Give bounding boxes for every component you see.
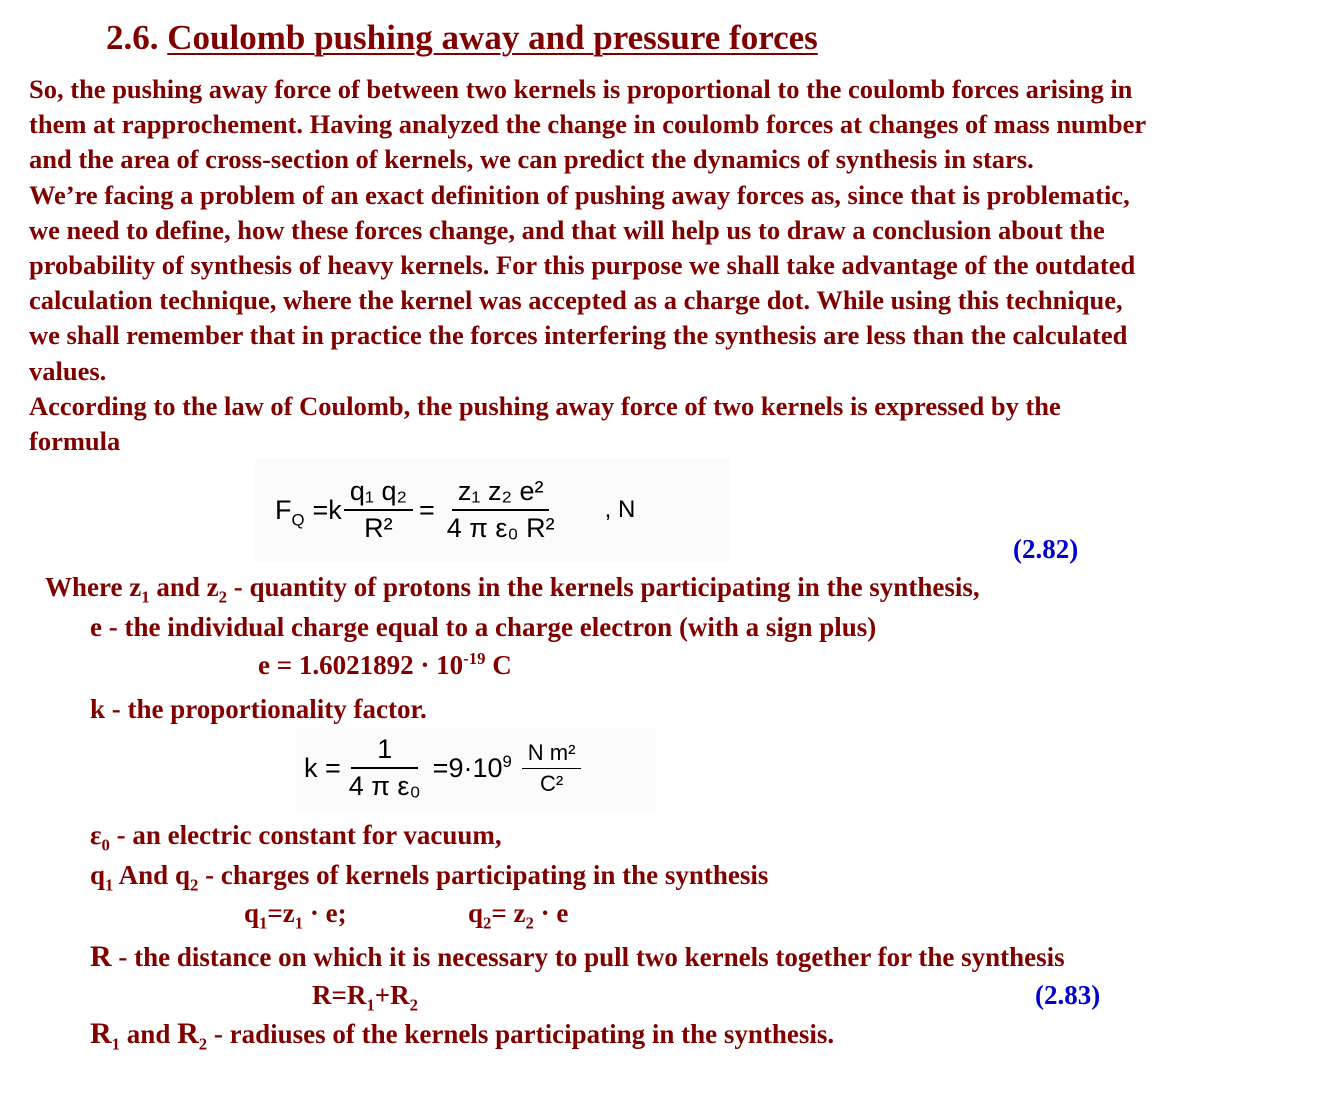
k-formula-fraction: $\frac{1}{\text{4 π ε₀}}$ [348,734,421,801]
section-title [106,18,818,58]
paragraph-line: So, the pushing away force of between two kernels is proportional to the coulomb forces arising in [29,74,1133,104]
def-q: $q_1$ And $q_2$ - charges of kernels participating in the synthesis [90,860,769,895]
formula-eq-k: =k [312,494,342,525]
paragraph-line: According to the law of Coulomb, the pushing away force of two kernels is expressed by the [29,390,1061,421]
equation-number-2-83: (2.83) [1035,980,1101,1010]
k-formula-value: $=9\cdot 10^9$ [432,751,512,783]
paragraph-line: and the area of cross-section of kernels, we can predict the dynamics of synthesis in stars. [29,144,1034,175]
k-formula-lhs: k = [304,752,341,783]
def-k: k - the proportionality factor. [90,694,427,724]
paragraph-line: We’re facing a problem of an exact definition of pushing away forces as, since that is problematic, [29,179,1130,210]
section-heading: Coulomb pushing away and pressure forces [167,18,818,57]
e-value: $e = 1.6021892 \cdot 10^{-19}$ C [258,649,512,680]
paragraph-line: values. [29,355,107,386]
k-formula-unit: $\frac{\text{N m²}}{\text{C²}}$ [522,740,582,797]
r-equation: $R=R_1+R_2$ [312,980,419,1015]
paragraph-line: them at rapprochement. Having analyzed the change in coulomb forces at changes of mass number [29,109,1147,140]
formula-fraction-1: $\frac{\text{q₁ q₂}}{\text{R²}}$ [344,476,413,544]
formula-unit: , N [604,496,636,523]
paragraph-line: probability of synthesis of heavy kernels. For this purpose we shall take advantage of the outdated [29,250,1136,281]
coulomb-formula [255,458,730,562]
def-e: e - the individual charge equal to a charge electron (with a sign plus) [90,612,877,642]
body-text [29,72,1329,459]
def-r1-r2: $R_1$ and $R_2$ - radiuses of the kernels participating in the synthesis. [90,1017,835,1054]
def-epsilon: $\varepsilon_0$ - an electric constant for vacuum, [90,820,502,855]
k-formula [296,728,656,812]
paragraph-line: we shall remember that in practice the forces interfering the synthesis are less than the calculated [29,320,1128,351]
q2-equation: $q_2= z_2 \cdot e$ [468,898,569,933]
def-z: Where $z_1$ and $z_2$ - quantity of protons in the kernels participating in the synthesis, [45,572,980,607]
paragraph-line: formula [29,426,121,457]
formula-eq: = [418,494,435,525]
formula-fraction-2: $\frac{\text{z₁ z₂ e²}}{\text{4 π ε₀ R²}}$ [446,476,555,543]
paragraph-line: calculation technique, where the kernel was accepted as a charge dot. While using this technique, [29,285,1123,316]
q1-equation: $q_1=z_1 \cdot e$; [244,898,347,933]
formula-lhs: $F_Q$ [275,494,305,529]
paragraph-line: we need to define, how these forces change, and that will help us to draw a conclusion about the [29,214,1105,245]
equation-number-2-82: (2.82) [1013,534,1079,564]
section-number: 2.6. [106,18,159,57]
def-r: R - the distance on which it is necessary to pull two kernels together for the synthesis [90,940,1065,973]
